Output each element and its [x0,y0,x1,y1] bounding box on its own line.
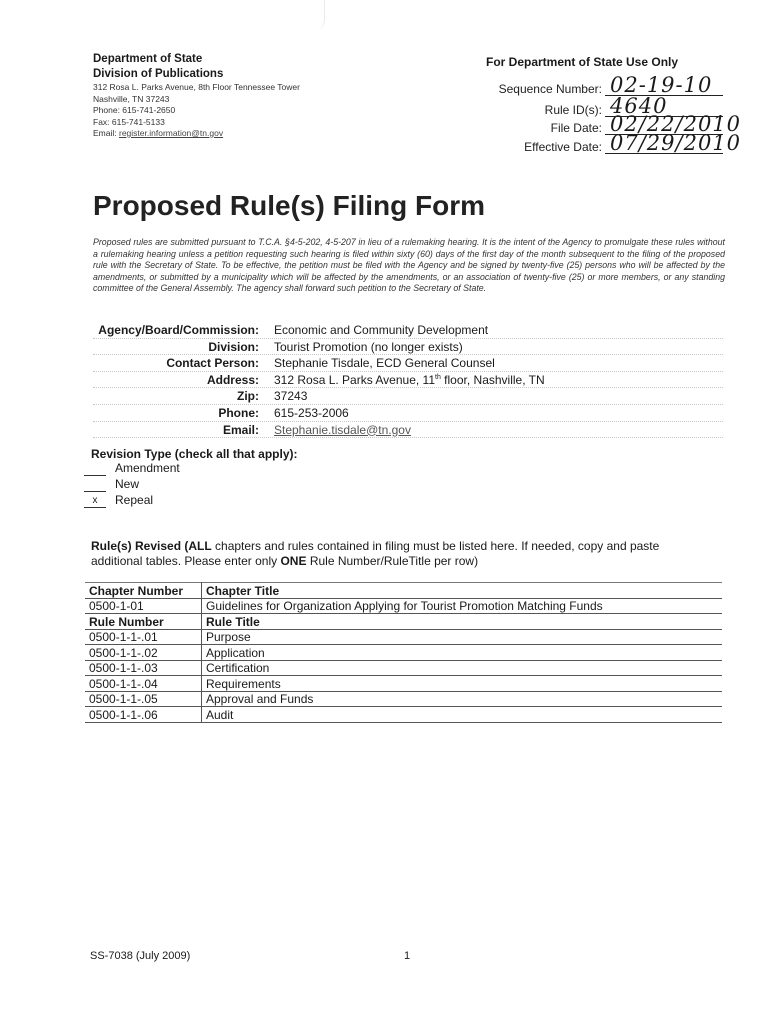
chapter-number-header: Chapter Number [85,583,202,599]
office-use-title: For Department of State Use Only [486,55,679,69]
contact-value: Stephanie Tisdale, ECD General Counsel [274,356,495,371]
address-row [93,372,723,389]
department-email-row [93,128,300,140]
rule-number[interactable]: 0500-1-1-.01 [85,629,202,645]
rule-id-value: 4640 [610,94,668,118]
agency-value: Economic and Community Development [274,323,489,337]
chapter-row [85,598,722,614]
table-row [85,660,722,676]
rule-title[interactable]: Certification [202,660,723,676]
table-row [85,676,722,692]
rule-number[interactable]: 0500-1-1-.03 [85,660,202,676]
revision-option-new[interactable] [84,477,204,492]
rule-number[interactable]: 0500-1-1-.05 [85,691,202,707]
page-number: 1 [404,950,411,962]
rule-title[interactable]: Audit [202,707,723,723]
rule-number[interactable]: 0500-1-1-.06 [85,707,202,723]
agency-label: Agency/Board/Commission: [98,323,259,337]
department-header [93,52,223,82]
revision-option-amendment[interactable] [84,461,204,476]
department-address: 312 Rosa L. Parks Avenue, 8th Floor Tennessee Tower [93,82,300,92]
revision-option-repeal[interactable] [84,493,204,508]
rule-number-header: Rule Number [85,614,202,630]
agency-row [93,322,723,339]
department-city: Nashville, TN 37243 [93,93,170,104]
new-checkbox[interactable] [84,477,106,492]
chapter-number[interactable]: 0500-1-01 [85,598,202,614]
form-title: Proposed Rule(s) Filing Form [93,190,486,221]
address-value-main: 312 Rosa L. Parks Avenue, 11 [274,372,435,387]
rule-title[interactable]: Purpose [202,629,723,645]
table-row [85,691,722,707]
zip-row [93,388,723,405]
revision-type-title: Revision Type (check all that apply): [91,447,298,461]
department-contact [93,82,300,140]
form-id: SS-7038 (July 2009) [90,950,191,962]
effective-date-label: Effective Date: [524,140,602,154]
scan-artifact [310,0,325,30]
rule-number[interactable]: 0500-1-1-.04 [85,676,202,692]
file-date-value: 02/22/2010 [610,112,742,136]
chapter-header-row [85,583,722,599]
phone-label: Phone: [218,405,259,420]
amendment-label: Amendment [115,461,180,475]
agency-info [93,322,723,438]
repeal-label: Repeal [115,493,154,507]
file-date-label: File Date: [550,121,602,135]
email-label: Email: [222,422,259,437]
table-row [85,645,722,661]
department-name: Department of State [93,53,203,65]
rule-id-label: Rule ID(s): [544,103,602,117]
address-value [274,373,545,387]
rule-title[interactable]: Requirements [202,676,723,692]
contact-row [93,355,723,372]
rules-table [85,582,722,723]
effective-date-value: 07/29/2010 [610,131,742,155]
rules-intro-all: ALL [188,539,212,553]
sequence-number-label: Sequence Number: [498,82,602,96]
division-name: Division of Publications [93,68,224,80]
rules-intro-one: ONE [280,554,307,568]
email-row [93,422,723,439]
rule-title[interactable]: Approval and Funds [202,691,723,707]
contact-label: Contact Person: [166,356,259,371]
division-row [93,339,723,356]
rule-title[interactable]: Application [202,645,723,661]
department-phone: Phone: 615-741-2650 [93,105,176,115]
form-intro: Proposed rules are submitted pursuant to T.C.A. §4-5-202, 4-5-207 in lieu of a rulemaking hearing. It is the intent of the Agency to promulgate these rules without a rulemaking hearing unless a petition requesting such hearing is filed within sixty (60) days of the first day of the month subsequent to the filing of the proposed rule with the Secretary of State. To be effective, the petition must be filed with the Agency and be signed by twenty-five (25) persons who will be affected by the amendments, or submitted by a municipality which will be affected by the amendments, or an association of twenty-five (25) or more members, or any standing committee of the General Assembly. The agency shall forward such petition to the Secretary of State. [93,237,725,294]
address-label: Address: [206,372,259,387]
table-row [85,629,722,645]
chapter-title[interactable]: Guidelines for Organization Applying for Tourist Promotion Matching Funds [202,598,723,614]
effective-date-field [470,131,770,157]
division-label: Division: [208,339,259,354]
sequence-number-value: 02-19-10 [610,73,713,97]
rules-intro-mid: chapters and rules contained in filing must be listed here. If needed, copy and paste additional tables. Please enter only [91,539,660,568]
rules-intro-pre: Rule(s) Revised ( [91,539,189,553]
department-email-label: Email: [93,128,117,138]
rule-title-header: Rule Title [202,614,723,630]
rule-header-row [85,614,722,630]
table-row [85,707,722,723]
department-email-link[interactable]: register.information@tn.gov [119,128,224,138]
department-fax: Fax: 615-741-5133 [93,116,165,127]
contact-email-link[interactable]: Stephanie.tisdale@tn.gov [274,422,411,437]
address-ordinal: th [435,373,441,381]
rules-revised-intro [91,539,691,569]
division-value: Tourist Promotion (no longer exists) [274,339,463,354]
phone-row [93,405,723,422]
zip-label: Zip: [237,389,259,404]
zip-value: 37243 [274,389,308,404]
amendment-checkbox[interactable] [84,461,106,476]
chapter-title-header: Chapter Title [202,583,723,599]
phone-value: 615-253-2006 [274,405,349,420]
rules-intro-post: Rule Number/RuleTitle per row) [306,554,479,568]
email-value [274,423,411,437]
address-value-rest: floor, Nashville, TN [440,372,545,387]
rule-number[interactable]: 0500-1-1-.02 [85,645,202,661]
new-label: New [115,477,140,491]
repeal-checkbox[interactable]: x [84,493,106,508]
